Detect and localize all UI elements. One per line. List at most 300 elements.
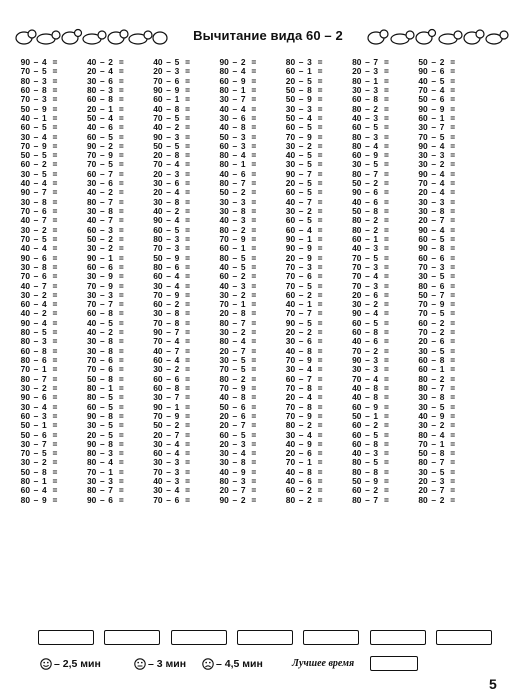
timing-neutral-text: – 3 мин [148,658,187,670]
problem-item: 50 – 6 = [219,401,257,412]
problem-item: 70 – 4 = [418,84,456,95]
problem-item: 30 – 2 = [418,159,456,170]
problem-item: 80 – 2 = [219,224,257,235]
problem-item: 20 – 7 = [219,345,257,356]
problem-item: 60 – 4 = [285,224,323,235]
problem-item: 60 – 4 = [153,355,191,365]
problem-item: 80 – 7 = [219,178,257,189]
problem-item: 90 – 6 = [20,392,58,403]
problem-item: 60 – 2 = [352,485,389,496]
problem-item: 70 – 1 = [285,457,323,468]
problem-item: 30 – 5 = [418,401,456,412]
problem-item: 80 – 7 = [86,196,124,207]
problem-item: 60 – 6 = [153,373,191,384]
problem-item: 20 – 7 = [219,420,257,431]
problem-item: 30 – 8 = [219,457,257,468]
problem-item: 40 – 5 = [153,57,191,67]
problem-item: 50 – 1 = [352,410,389,421]
problem-item: 70 – 9 = [219,382,257,393]
problem-item: 70 – 5 = [352,252,389,263]
problem-item: 80 – 7 = [352,57,389,67]
answer-box[interactable] [237,630,293,645]
answer-box[interactable] [171,630,227,645]
problem-item: 30 – 4 = [20,131,58,142]
problem-item: 50 – 8 = [285,84,323,95]
problem-item: 20 – 8 = [153,150,191,161]
problem-item: 60 – 3 = [219,140,257,151]
problem-item: 90 – 2 = [86,140,124,151]
problem-item: 40 – 6 = [86,122,124,133]
problem-item: 70 – 4 = [153,336,191,347]
problem-item: 40 – 2 = [153,122,191,133]
problem-item: 60 – 1 = [418,364,456,375]
problem-item: 50 – 5 = [153,140,191,151]
problem-item: 40 – 9 = [285,438,323,449]
problem-item: 80 – 4 = [219,336,257,347]
problem-item: 70 – 1 = [219,299,257,310]
problem-column [347,58,413,618]
problem-item: 70 – 3 = [285,261,323,272]
problem-item: 40 – 8 = [153,103,191,114]
problem-item: 30 – 5 = [219,355,257,365]
problem-item: 70 – 1 = [86,466,124,477]
problem-item: 30 – 8 = [418,392,456,403]
problem-item: 90 – 4 = [20,57,58,67]
problem-column [215,58,281,618]
problem-item: 60 – 2 = [285,289,323,300]
problem-item: 30 – 8 = [153,308,191,319]
problem-item: 60 – 5 = [86,131,124,142]
problem-item: 70 – 9 = [20,140,58,151]
problem-item: 50 – 1 = [20,420,58,431]
problem-item: 60 – 1 = [418,112,456,123]
problem-item: 80 – 2 = [352,224,389,235]
problem-item: 90 – 5 = [285,317,323,328]
problem-item: 40 – 8 = [352,392,389,403]
problem-item: 30 – 6 = [153,178,191,189]
problem-item: 50 – 8 = [20,466,58,477]
problem-item: 20 – 6 = [418,336,456,347]
problem-item: 90 – 1 = [285,233,323,244]
problem-item: 70 – 4 = [352,271,389,282]
problem-item: 30 – 8 = [153,196,191,207]
problem-item: 30 – 3 = [285,103,323,114]
problem-item: 30 – 8 = [20,196,58,207]
problem-item: 20 – 3 = [219,438,257,449]
page-header [0,0,524,56]
problem-item: 70 – 9 = [219,233,257,244]
problem-item: 60 – 8 = [352,94,389,105]
problem-item: 60 – 1 = [153,94,191,105]
problem-item: 80 – 6 = [20,355,58,365]
problem-item: 90 – 2 = [219,494,257,505]
problem-item: 70 – 5 = [418,308,456,319]
problem-item: 30 – 3 = [418,150,456,161]
problem-item: 60 – 9 = [352,401,389,412]
problem-item: 30 – 5 = [285,159,323,170]
problem-item: 70 – 7 = [86,299,124,310]
problem-item: 40 – 4 = [20,243,58,254]
problem-item: 60 – 6 = [86,261,124,272]
problem-item: 70 – 9 = [418,299,456,310]
problem-item: 30 – 7 = [418,122,456,133]
problem-item: 30 – 3 = [418,196,456,207]
answer-box[interactable] [370,630,426,645]
problem-item: 70 – 3 = [153,466,191,477]
problem-item: 70 – 6 = [285,271,323,282]
problem-item: 30 – 2 = [20,289,58,300]
problem-item: 30 – 7 = [20,438,58,449]
animals-border-left-icon [14,26,170,46]
problem-item: 90 – 4 = [418,224,456,235]
problem-item: 40 – 2 = [20,308,58,319]
problem-item: 50 – 6 = [20,429,58,440]
problem-item: 30 – 4 = [219,448,257,459]
problem-item: 30 – 7 = [219,94,257,105]
problem-item: 30 – 4 = [153,280,191,291]
problem-item: 50 – 8 = [86,373,124,384]
problem-item: 80 – 7 = [86,485,124,496]
problem-item: 70 – 6 = [153,75,191,86]
problem-item: 70 – 6 = [20,206,58,216]
problem-item: 70 – 5 = [20,448,58,459]
problem-item: 50 – 9 = [20,103,58,114]
problem-item: 40 – 3 = [352,243,389,254]
page-number: 5 [489,676,497,692]
problem-item: 80 – 7 = [352,494,389,505]
problem-item: 80 – 2 = [352,103,389,114]
problem-item: 70 – 5 = [219,364,257,375]
problem-item: 30 – 5 = [86,420,124,431]
problem-item: 50 – 2 = [352,178,389,189]
problem-item: 80 – 3 = [86,84,124,95]
problem-item: 40 – 5 = [418,75,456,86]
problem-item: 70 – 9 = [285,355,323,365]
problem-item: 90 – 6 = [86,494,124,505]
problem-item: 20 – 3 = [418,476,456,487]
problem-item: 70 – 4 = [418,178,456,189]
problem-item: 30 – 5 = [418,345,456,356]
timing-sad-text: – 4,5 мин [216,658,263,670]
problem-item: 40 – 8 = [219,392,257,403]
problem-item: 40 – 7 = [20,280,58,291]
problem-item: 30 – 4 = [285,429,323,440]
problem-item: 70 – 3 = [352,261,389,272]
problem-item: 60 – 2 = [285,485,323,496]
problem-item: 80 – 7 = [418,382,456,393]
problem-item: 40 – 7 = [153,345,191,356]
problem-item: 30 – 5 = [418,271,456,282]
problem-item: 60 – 8 = [153,382,191,393]
problem-item: 20 – 1 = [86,103,124,114]
problem-item: 40 – 2 = [86,187,124,198]
problem-item: 70 – 5 = [86,159,124,170]
problem-item: 40 – 3 = [352,112,389,123]
problem-item: 60 – 3 = [86,224,124,235]
problem-item: 30 – 5 = [20,168,58,179]
problem-item: 80 – 6 = [153,261,191,272]
best-time-box[interactable] [370,656,418,671]
problem-item: 20 – 7 = [219,485,257,496]
page-title: Вычитание вида 60 – 2 [193,28,343,43]
problem-item: 50 – 2 = [153,420,191,431]
problem-item: 60 – 4 = [20,299,58,310]
problem-item: 40 – 8 = [352,382,389,393]
problem-item: 30 – 4 = [20,401,58,412]
problem-item: 60 – 8 = [86,94,124,105]
problem-item: 50 – 2 = [418,57,456,67]
problem-item: 50 – 7 = [418,289,456,300]
problem-item: 30 – 3 = [352,84,389,95]
problem-item: 70 – 5 = [418,131,456,142]
problem-item: 90 – 6 = [20,252,58,263]
problem-item: 80 – 3 = [153,233,191,244]
problem-item: 80 – 5 = [86,392,124,403]
problem-item: 60 – 4 = [153,448,191,459]
problem-column [149,58,215,618]
animals-border-right-icon [366,26,512,46]
problem-item: 40 – 9 = [418,410,456,421]
problem-item: 60 – 5 = [285,187,323,198]
problem-item: 60 – 6 = [418,252,456,263]
best-time-label: Лучшее время [292,658,355,669]
answer-box[interactable] [38,630,94,645]
problem-item: 70 – 8 = [285,401,323,412]
problem-item: 30 – 4 = [153,485,191,496]
problem-item: 20 – 6 = [285,448,323,459]
problem-item: 70 – 2 = [418,327,456,338]
problem-item: 60 – 8 = [352,327,389,338]
problem-item: 70 – 9 = [285,131,323,142]
problem-item: 70 – 2 = [352,345,389,356]
problem-item: 40 – 6 = [219,168,257,179]
problem-item: 90 – 4 = [418,168,456,179]
problem-item: 30 – 3 = [86,289,124,300]
problem-item: 70 – 5 = [20,233,58,244]
problem-item: 30 – 3 = [153,457,191,468]
problem-item: 40 – 4 = [219,103,257,114]
problem-item: 60 – 7 = [285,373,323,384]
problem-item: 30 – 3 = [219,196,257,207]
problem-item: 60 – 4 = [20,485,58,496]
problem-item: 50 – 4 = [285,112,323,123]
problem-item: 30 – 8 = [20,261,58,272]
timing-happy [40,658,101,670]
problem-item: 50 – 5 = [20,150,58,161]
answer-box[interactable] [303,630,359,645]
problem-item: 60 – 2 = [418,317,456,328]
problem-item: 30 – 2 = [86,243,124,254]
problem-item: 80 – 3 = [20,336,58,347]
problem-item: 60 – 5 = [219,429,257,440]
problem-item: 30 – 5 = [352,159,389,170]
problem-item: 70 – 3 = [352,280,389,291]
problem-item: 60 – 8 = [20,345,58,356]
problem-item: 60 – 5 = [153,224,191,235]
problem-item: 80 – 8 = [352,466,389,477]
problem-item: 90 – 7 = [20,187,58,198]
problem-item: 80 – 2 = [219,373,257,384]
problem-item: 20 – 6 = [219,410,257,421]
problem-item: 60 – 5 = [285,122,323,133]
problem-item: 60 – 1 = [219,243,257,254]
answer-boxes-row [38,630,508,644]
problem-item: 80 – 3 = [219,476,257,487]
timing-sad [202,658,263,670]
problem-item: 80 – 2 = [285,420,323,431]
problem-item: 70 – 1 = [418,438,456,449]
problem-item: 90 – 9 = [153,84,191,95]
problem-item: 30 – 2 = [153,364,191,375]
happy-face-icon [40,658,52,670]
problem-item: 90 – 4 = [20,317,58,328]
answer-box[interactable] [104,630,160,645]
problem-item: 40 – 3 = [153,476,191,487]
problem-item: 80 – 3 = [20,75,58,86]
problem-column [82,58,148,618]
problem-item: 30 – 6 = [86,178,124,189]
problem-item: 60 – 7 = [86,168,124,179]
answer-box[interactable] [436,630,492,645]
problem-item: 20 – 4 = [153,187,191,198]
problem-item: 80 – 7 = [219,317,257,328]
problem-item: 30 – 7 = [153,392,191,403]
problem-item: 80 – 4 = [86,457,124,468]
problem-item: 40 – 2 = [86,327,124,338]
problem-item: 80 – 1 = [352,75,389,86]
problem-item: 30 – 2 = [219,289,257,300]
problem-item: 60 – 5 = [352,317,389,328]
problem-item: 40 – 5 = [285,150,323,161]
problem-item: 30 – 9 = [86,271,124,282]
problem-item: 80 – 7 = [352,168,389,179]
problem-item: 90 – 4 = [153,215,191,226]
problem-item: 60 – 8 = [20,84,58,95]
problem-item: 40 – 4 = [20,178,58,189]
problem-item: 80 – 4 = [219,66,257,77]
problem-item: 30 – 2 = [285,140,323,151]
problem-item: 80 – 4 = [219,150,257,161]
problem-item: 80 – 3 = [86,448,124,459]
problem-item: 30 – 4 = [285,364,323,375]
problem-item: 20 – 7 = [153,429,191,440]
problem-item: 70 – 9 = [86,150,124,161]
timing-happy-text: – 2,5 мин [54,658,101,670]
problem-item: 40 – 9 = [219,466,257,477]
problem-item: 50 – 9 = [285,94,323,105]
problem-item: 70 – 3 = [153,243,191,254]
problem-item: 20 – 5 = [285,75,323,86]
problem-item: 60 – 4 = [153,271,191,282]
problem-item: 30 – 8 = [86,336,124,347]
problem-item: 90 – 7 = [153,327,191,338]
problem-item: 60 – 5 = [20,122,58,133]
problem-item: 90 – 8 = [86,410,124,421]
problem-item: 50 – 2 = [219,187,257,198]
problem-item: 40 – 8 = [285,345,323,356]
problem-item: 90 – 1 = [86,252,124,263]
problem-item: 80 – 5 = [20,327,58,338]
problem-item: 40 – 5 = [219,261,257,272]
problem-item: 90 – 1 = [153,401,191,412]
problem-item: 80 – 9 = [20,494,58,505]
problem-item: 70 – 6 = [153,494,191,505]
problem-item: 80 – 2 = [418,494,456,505]
problem-item: 30 – 8 = [86,345,124,356]
problem-item: 70 – 1 = [20,364,58,375]
problem-item: 40 – 6 = [352,196,389,207]
problem-item: 70 – 3 = [418,261,456,272]
problem-item: 40 – 8 = [219,122,257,133]
problem-item: 60 – 1 = [285,66,323,77]
problem-item: 40 – 1 = [20,112,58,123]
problem-item: 30 – 6 = [219,112,257,123]
problem-item: 70 – 6 = [20,271,58,282]
problem-item: 70 – 4 = [352,373,389,384]
problem-item: 90 – 9 = [285,243,323,254]
problem-item: 20 – 5 = [285,178,323,189]
problem-column [16,58,82,618]
problem-item: 40 – 5 = [86,317,124,328]
problem-item: 90 – 4 = [352,308,389,319]
problem-item: 40 – 7 = [86,215,124,226]
problem-item: 30 – 2 = [418,420,456,431]
problem-item: 30 – 8 = [86,206,124,216]
problem-item: 20 – 3 = [153,66,191,77]
problem-item: 80 – 3 = [285,57,323,67]
problem-item: 90 – 8 = [418,243,456,254]
problem-item: 50 – 4 = [86,112,124,123]
problem-item: 60 – 9 = [219,75,257,86]
problem-item: 80 – 1 = [20,476,58,487]
problem-column [414,58,480,618]
problem-item: 90 – 6 = [352,187,389,198]
problem-item: 80 – 2 = [418,373,456,384]
problem-item: 40 – 6 = [352,336,389,347]
problem-item: 60 – 5 = [418,233,456,244]
problem-item: 60 – 8 = [418,355,456,365]
problem-item: 20 – 7 = [418,215,456,226]
problem-item: 20 – 5 = [86,429,124,440]
problem-item: 60 – 8 = [86,308,124,319]
problem-item: 70 – 8 = [153,317,191,328]
problem-item: 20 – 4 = [418,187,456,198]
problem-item: 30 – 6 = [86,75,124,86]
problem-item: 70 – 5 = [285,280,323,291]
neutral-face-icon [134,658,146,670]
problem-item: 20 – 4 = [86,66,124,77]
problem-item: 30 – 2 = [352,299,389,310]
problem-item: 60 – 5 = [352,122,389,133]
problem-item: 40 – 3 = [352,448,389,459]
problem-item: 20 – 2 = [285,327,323,338]
problem-item: 60 – 3 = [20,410,58,421]
problem-item: 20 – 7 = [418,485,456,496]
problem-item: 60 – 2 = [20,159,58,170]
problem-item: 80 – 4 = [418,429,456,440]
problem-item: 80 – 7 = [20,373,58,384]
problem-item: 20 – 6 = [352,289,389,300]
problem-item: 40 – 7 = [285,196,323,207]
problem-item: 30 – 3 = [86,476,124,487]
problem-item: 70 – 9 = [86,280,124,291]
problem-item: 40 – 2 = [86,57,124,67]
problem-item: 60 – 1 = [352,233,389,244]
problem-item: 40 – 3 = [219,280,257,291]
problem-item: 30 – 2 = [20,457,58,468]
problem-item: 90 – 9 = [418,103,456,114]
problem-item: 90 – 3 = [153,131,191,142]
